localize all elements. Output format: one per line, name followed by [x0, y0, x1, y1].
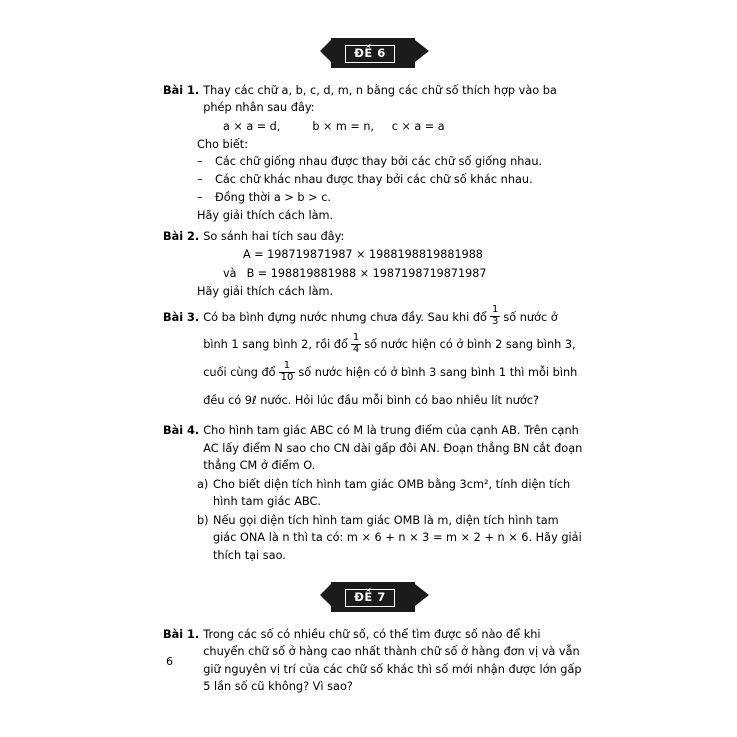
subpart-text: Nếu gọi diện tích hình tam giác OMB là m, diện tích hình tam giác ONA là n thì ta có: m × 6 + n × 3 = m × 2 + n × 6. Hãy giải thích tại sao. [213, 513, 582, 562]
subpart-marker: b) [197, 513, 209, 527]
list-item [197, 171, 583, 189]
banner-label-7: ĐỀ 7 [345, 589, 395, 607]
problem-3-text-3: số nước hiện có ở bình 2 sang bình 3, cuối cùng đổ [203, 338, 576, 380]
problem-text: Cho hình tam giác ABC có M là trung điểm của cạnh AB. Trên cạnh AC lấy điểm N sao cho CN dài gấp đôi AN. Đoạn thẳng BN cắt đoạn thẳng CM ở điểm O. [203, 424, 583, 473]
page-number: 6 [166, 655, 173, 668]
dash-marker: – [197, 155, 203, 169]
problem-4-6 [163, 422, 583, 564]
problem-2-line-a: A = 198719871987 × 1988198819881988 [243, 248, 483, 262]
problem-label: Bài 2. [163, 229, 200, 243]
list-item [197, 153, 583, 171]
banner-shape-7 [331, 582, 415, 612]
problem-2-line-b-prefix: và [223, 267, 237, 281]
condition-text: Đồng thời a > b > c. [215, 191, 332, 205]
list-item [197, 189, 583, 207]
dash-marker: – [197, 191, 203, 205]
problem-1-after: Cho biết: [197, 137, 249, 151]
problem-text: Trong các số có nhiều chữ số, có thể tìm được số nào để khi chuyển chữ số ở hàng cao nhất thành chữ số ở hàng đơn vị và vẫn giữ nguyên vị trí của các chữ số khác thì số mới nhận được lớn gấp 5 lần số cũ không? Vì sao? [203, 627, 582, 694]
problem-2-line-b-row [223, 264, 583, 283]
fraction-one-tenth: $\frac{1}{10}$ [280, 359, 294, 383]
problem-1-conditions [197, 153, 583, 207]
list-item [197, 512, 583, 565]
problem-1-equation: a × a = d, b × m = n, c × a = a [223, 119, 445, 133]
problem-label: Bài 1. [163, 627, 200, 641]
problem-1-closing: Hãy giải thích cách làm. [197, 209, 334, 223]
problem-3-6 [163, 304, 583, 415]
page-content [163, 30, 583, 699]
problem-label: Bài 4. [163, 424, 200, 438]
condition-text: Các chữ khác nhau được thay bởi các chữ số khác nhau. [215, 173, 533, 187]
problem-3-text-2: số nước ở bình 1 sang bình 2, rồi đổ [203, 310, 558, 352]
problem-text: So sánh hai tích sau đây: [203, 229, 345, 243]
problem-2-line-b: B = 198819881988 × 1987198719871987 [246, 267, 487, 281]
problem-3-text-4: số nước hiện có ở bình 3 sang bình 1 thì mỗi bình đều có 9ℓ nước. Hỏi lúc đầu mỗi bình có bao nhiêu lít nước? [203, 366, 578, 407]
problem-label: Bài 3. [163, 310, 200, 324]
banner-shape-6 [331, 38, 415, 68]
problem-text: Thay các chữ a, b, c, d, m, n bằng các chữ số thích hợp vào ba phép nhân sau đây: [203, 83, 557, 114]
exam-banner-6 [163, 38, 583, 68]
problem-label: Bài 1. [163, 83, 200, 97]
subpart-marker: a) [197, 477, 209, 491]
problem-4-subparts [197, 476, 583, 565]
list-item [197, 476, 583, 511]
problem-1-7 [163, 626, 583, 696]
subpart-text: Cho biết diện tích hình tam giác OMB bằng 3cm², tính diện tích hình tam giác ABC. [213, 477, 571, 509]
problem-1-6 [163, 82, 583, 225]
problem-2-closing: Hãy giải thích cách làm. [197, 285, 334, 299]
problem-2-6 [163, 228, 583, 301]
condition-text: Các chữ giống nhau được thay bởi các chữ số giống nhau. [215, 155, 543, 169]
fraction-one-third: $\frac{1}{3}$ [491, 304, 499, 328]
banner-label-6: ĐỀ 6 [345, 45, 395, 63]
problem-3-text-1: Có ba bình đựng nước nhưng chưa đầy. Sau khi đổ [203, 310, 487, 324]
exam-banner-7 [163, 582, 583, 612]
fraction-one-fourth: $\frac{1}{4}$ [352, 332, 360, 355]
problem-text [203, 304, 583, 415]
dash-marker: – [197, 173, 203, 187]
